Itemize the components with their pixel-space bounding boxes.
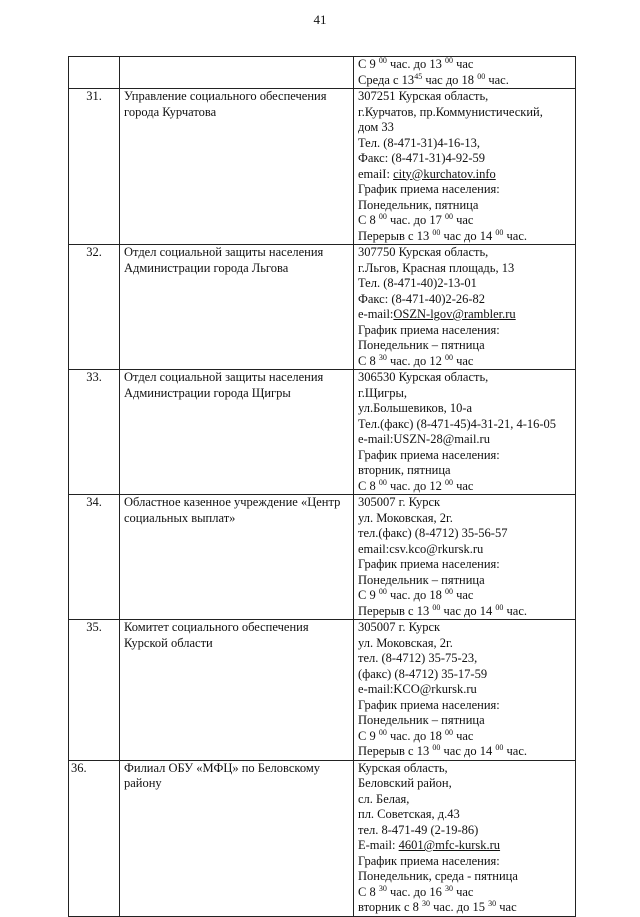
- text-fragment: час.: [503, 228, 527, 243]
- text-fragment: График приема населения:: [358, 853, 500, 868]
- address-line: [358, 245, 571, 261]
- text-fragment: г.Льгов, Красная площадь, 13: [358, 260, 515, 275]
- text-fragment: час. до 17: [386, 213, 445, 227]
- text-fragment: час.: [503, 603, 527, 618]
- text-fragment: час.: [503, 744, 527, 758]
- address-line: [358, 511, 571, 527]
- address-line: [358, 667, 571, 683]
- table-row: [69, 760, 576, 916]
- text-fragment: Понедельник – пятница: [358, 572, 485, 587]
- text-fragment: e-mail:KCO@rkursk.ru: [358, 682, 477, 696]
- time-superscript: 00: [477, 71, 486, 81]
- address-line: [358, 338, 571, 354]
- address-line: [358, 401, 571, 417]
- text-fragment: Факс: (8-471-40)2-26-82: [358, 291, 486, 306]
- time-superscript: 00: [495, 742, 504, 752]
- institutions-table: [68, 56, 576, 917]
- text-fragment: График приема населения:: [358, 697, 500, 712]
- address-line: [358, 729, 571, 745]
- address-line: [358, 588, 571, 604]
- text-fragment: График приема населения:: [358, 447, 500, 462]
- text-fragment: час: [452, 478, 474, 493]
- table-row: [69, 620, 576, 761]
- table-row: [69, 245, 576, 370]
- address-line: [358, 854, 571, 870]
- text-fragment: час до 14: [440, 228, 496, 243]
- address-line: [358, 526, 571, 542]
- time-superscript: 30: [378, 352, 387, 362]
- address-line: [358, 136, 571, 152]
- email-link: city@kurchatov.info: [393, 166, 496, 181]
- time-superscript: 30: [488, 898, 497, 908]
- address-line: [358, 869, 571, 885]
- contact-info: [354, 89, 576, 245]
- text-fragment: 306530 Курская область,: [358, 370, 489, 384]
- text-fragment: час. до 12: [386, 478, 445, 493]
- text-fragment: пл. Советская, д.43: [358, 807, 460, 821]
- text-fragment: С 9: [358, 588, 379, 602]
- text-fragment: дом 33: [358, 120, 394, 134]
- address-line: [358, 636, 571, 652]
- time-superscript: 00: [432, 602, 441, 612]
- text-fragment: ул.Большевиков, 10-а: [358, 401, 473, 415]
- text-fragment: С 8: [358, 884, 379, 899]
- text-fragment: С 8: [358, 353, 379, 368]
- text-fragment: час: [452, 728, 474, 743]
- address-line: [358, 604, 571, 620]
- table-row-continued: [69, 57, 576, 89]
- text-fragment: час.: [485, 72, 509, 87]
- text-fragment: час. до 18: [386, 588, 445, 602]
- row-number: 33.: [69, 370, 120, 495]
- address-line: [358, 370, 571, 386]
- text-fragment: 305007 г. Курск: [358, 620, 441, 634]
- table-row: [69, 495, 576, 620]
- text-fragment: С 9: [358, 728, 379, 743]
- text-fragment: С 8: [358, 478, 379, 493]
- time-superscript: 00: [495, 227, 504, 237]
- text-fragment: Тел. (8-471-31)4-16-13,: [358, 135, 481, 150]
- address-line: [358, 229, 571, 245]
- time-superscript: 30: [444, 883, 453, 893]
- address-line: [358, 776, 571, 792]
- text-fragment: г.Щигры,: [358, 385, 408, 400]
- text-fragment: час: [496, 900, 517, 914]
- contact-info: [354, 57, 576, 89]
- time-superscript: 00: [495, 602, 504, 612]
- address-line: [358, 651, 571, 667]
- email-link: 4601@mfc-kursk.ru: [398, 838, 501, 852]
- contact-info: [354, 370, 576, 495]
- time-superscript: 00: [444, 477, 453, 487]
- text-fragment: час до 18: [422, 72, 478, 87]
- text-fragment: час до 14: [440, 603, 496, 618]
- page-number: 41: [313, 12, 327, 27]
- text-fragment: График приема населения:: [358, 557, 500, 571]
- address-line: [358, 885, 571, 901]
- address-line: [358, 495, 571, 511]
- text-fragment: час. до 16: [386, 884, 445, 899]
- text-fragment: час: [452, 213, 474, 227]
- address-line: [358, 573, 571, 589]
- address-line: [358, 89, 571, 105]
- row-number: 32.: [69, 245, 120, 370]
- institution-name: [120, 57, 354, 89]
- table-body: [69, 57, 576, 917]
- text-fragment: Курская область,: [358, 760, 448, 775]
- email-link: OSZN-lgov@rambler.ru: [393, 307, 516, 321]
- text-fragment: Понедельник, среда - пятница: [358, 869, 518, 883]
- text-fragment: С 8: [358, 213, 379, 227]
- text-fragment: час: [452, 57, 474, 71]
- row-number: 34.: [69, 495, 120, 620]
- institution-name: Отдел социальной защиты населения Администрации города Льгова: [120, 245, 354, 370]
- address-line: [358, 120, 571, 136]
- address-line: [358, 557, 571, 573]
- time-superscript: 00: [444, 56, 453, 65]
- institution-name: Управление социального обеспечения города Курчатова: [120, 89, 354, 245]
- time-superscript: 00: [444, 211, 453, 221]
- time-superscript: 00: [378, 56, 387, 65]
- time-superscript: 00: [378, 727, 387, 737]
- text-fragment: Перерыв с 13: [358, 228, 433, 243]
- text-fragment: Понедельник, пятница: [358, 197, 479, 212]
- row-number: 36.: [69, 760, 120, 916]
- text-fragment: тел.(факс) (8-4712) 35-56-57: [358, 526, 508, 540]
- text-fragment: 305007 г. Курск: [358, 495, 441, 509]
- text-fragment: Тел.(факс) (8-471-45)4-31-21, 4-16-05: [358, 416, 557, 431]
- table-row: [69, 370, 576, 495]
- text-fragment: Понедельник – пятница: [358, 338, 485, 352]
- text-fragment: График приема населения:: [358, 182, 500, 196]
- address-line: [358, 744, 571, 760]
- address-line: [358, 73, 571, 89]
- text-fragment: вторник с 8: [358, 900, 423, 914]
- contact-info: [354, 760, 576, 916]
- row-number: [69, 57, 120, 89]
- address-line: [358, 354, 571, 370]
- institution-name: Филиал ОБУ «МФЦ» по Беловскому району: [120, 760, 354, 916]
- text-fragment: час. до 12: [386, 353, 445, 368]
- address-line: [358, 386, 571, 402]
- text-fragment: e-mail:: [358, 307, 394, 321]
- text-fragment: 307251 Курская область,: [358, 89, 489, 103]
- time-superscript: 30: [378, 883, 387, 893]
- text-fragment: E-mail:: [358, 838, 399, 852]
- text-fragment: 307750 Курская область,: [358, 245, 489, 259]
- contact-info: [354, 245, 576, 370]
- address-line: [358, 698, 571, 714]
- time-superscript: 00: [432, 742, 441, 752]
- text-fragment: тел. 8-471-49 (2-19-86): [358, 822, 479, 837]
- text-fragment: Беловский район,: [358, 776, 452, 790]
- address-line: [358, 807, 571, 823]
- row-number: 35.: [69, 620, 120, 761]
- address-line: [358, 620, 571, 636]
- text-fragment: С 9: [358, 57, 379, 71]
- time-superscript: 00: [444, 352, 453, 362]
- text-fragment: Среда с 13: [358, 72, 415, 87]
- row-number: 31.: [69, 89, 120, 245]
- address-line: [358, 792, 571, 808]
- text-fragment: emaiI:: [358, 166, 394, 181]
- address-line: [358, 276, 571, 292]
- address-line: [358, 900, 571, 916]
- table-row: [69, 89, 576, 245]
- contact-info: [354, 495, 576, 620]
- time-superscript: 00: [378, 477, 387, 487]
- time-superscript: 00: [432, 227, 441, 237]
- address-line: [358, 213, 571, 229]
- address-line: [358, 105, 571, 121]
- text-fragment: График приема населения:: [358, 322, 500, 337]
- text-fragment: тел. (8-4712) 35-75-23,: [358, 651, 478, 665]
- institution-name: Областное казенное учреждение «Центр социальных выплат»: [120, 495, 354, 620]
- text-fragment: час: [452, 353, 474, 368]
- address-line: [358, 542, 571, 558]
- address-line: [358, 261, 571, 277]
- text-fragment: Перерыв с 13: [358, 744, 433, 758]
- address-line: [358, 761, 571, 777]
- text-fragment: сл. Белая,: [358, 791, 410, 806]
- time-superscript: 45: [414, 71, 423, 81]
- text-fragment: Понедельник – пятница: [358, 713, 485, 727]
- contact-info: [354, 620, 576, 761]
- text-fragment: час. до 15: [430, 900, 489, 914]
- text-fragment: ул. Моковская, 2г.: [358, 635, 453, 650]
- address-line: [358, 323, 571, 339]
- address-line: [358, 823, 571, 839]
- address-line: [358, 151, 571, 167]
- text-fragment: Тел. (8-471-40)2-13-01: [358, 276, 477, 290]
- time-superscript: 30: [422, 898, 431, 908]
- address-line: [358, 198, 571, 214]
- time-superscript: 00: [444, 727, 453, 737]
- address-line: [358, 682, 571, 698]
- address-line: [358, 307, 571, 323]
- institution-name: Комитет социального обеспечения Курской области: [120, 620, 354, 761]
- text-fragment: email:csv.kco@rkursk.ru: [358, 541, 484, 556]
- text-fragment: e-mail:USZN-28@mail.ru: [358, 432, 490, 446]
- address-line: [358, 448, 571, 464]
- text-fragment: Перерыв с 13: [358, 603, 433, 618]
- address-line: [358, 182, 571, 198]
- address-line: [358, 432, 571, 448]
- text-fragment: г.Курчатов, пр.Коммунистический,: [358, 104, 543, 119]
- address-line: [358, 713, 571, 729]
- address-line: [358, 417, 571, 433]
- address-line: [358, 292, 571, 308]
- text-fragment: ул. Моковская, 2г.: [358, 510, 453, 525]
- text-fragment: час: [452, 884, 474, 899]
- address-line: [358, 479, 571, 495]
- address-line: [358, 57, 571, 73]
- time-superscript: 00: [378, 211, 387, 221]
- text-fragment: (факс) (8-4712) 35-17-59: [358, 666, 488, 681]
- text-fragment: Факс: (8-471-31)4-92-59: [358, 151, 486, 165]
- address-line: [358, 167, 571, 183]
- text-fragment: час. до 18: [386, 728, 445, 743]
- time-superscript: 00: [444, 586, 453, 596]
- text-fragment: час до 14: [440, 744, 496, 758]
- text-fragment: час: [452, 588, 474, 602]
- text-fragment: вторник, пятница: [358, 463, 451, 477]
- address-line: [358, 463, 571, 479]
- time-superscript: 00: [378, 586, 387, 596]
- text-fragment: час. до 13: [386, 57, 445, 71]
- address-line: [358, 838, 571, 854]
- institution-name: Отдел социальной защиты населения Администрации города Щигры: [120, 370, 354, 495]
